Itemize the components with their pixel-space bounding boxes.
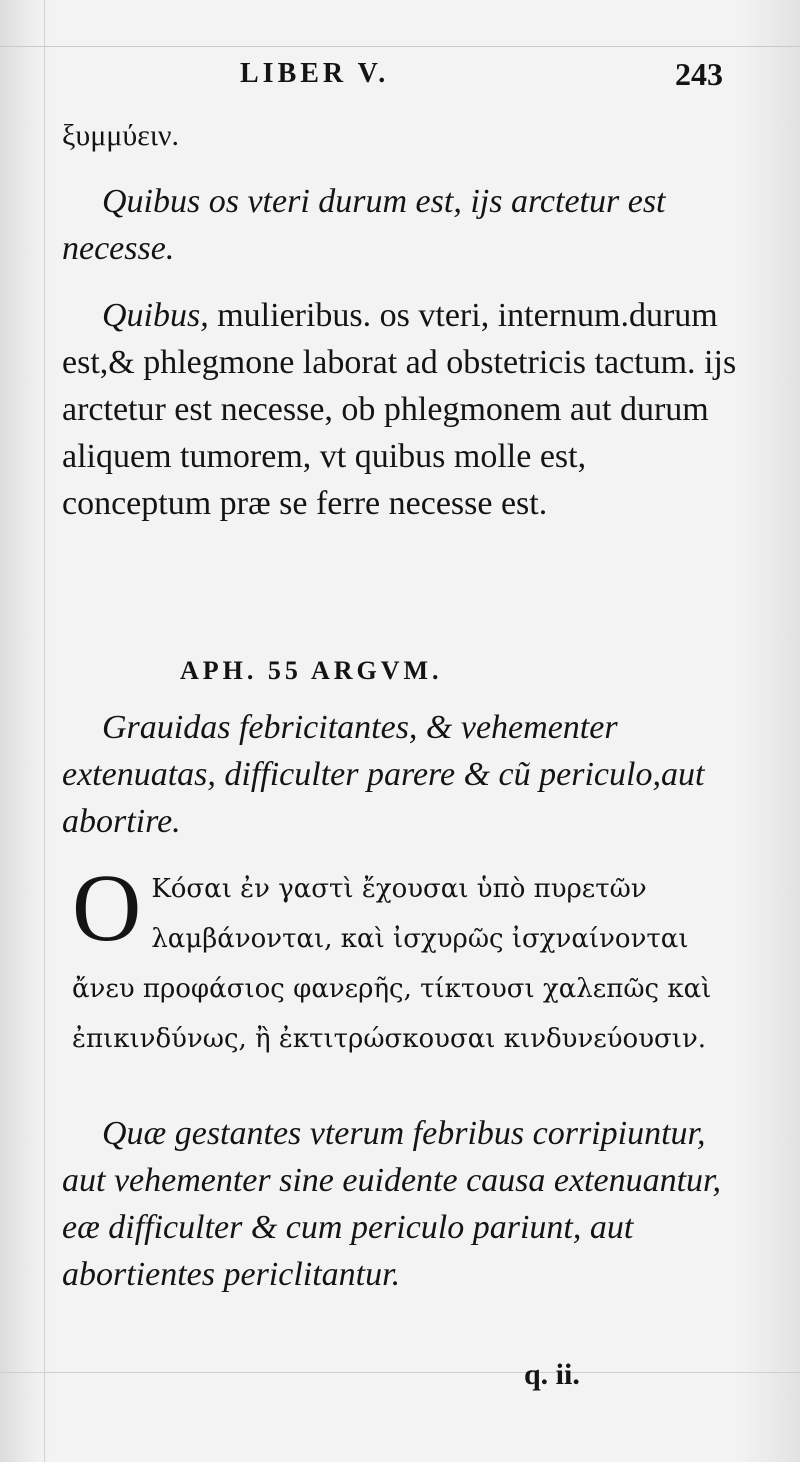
bottom-page-rule	[0, 1372, 800, 1373]
commentary-text: mulieribus. os vteri, internum.durum est,& phlegmone laborat ad obstetricis tactum. ijs arctetur est necesse, ob phlegmonem aut durum aliquem tumorem, vt quibus molle est, conceptum præ se ferre necesse est.	[62, 297, 737, 522]
aphorism-heading: APH. 55 ARGVM.	[180, 656, 443, 685]
drop-cap-initial: O	[72, 854, 142, 961]
greek-continuation: ξυμμύειν.	[62, 119, 179, 152]
aphorism-translation-italic: Quibus os vteri durum est, ijs arctetur est necesse.	[62, 183, 666, 267]
latin-translation-italic: Quæ gestantes vterum febribus corripiuntur, aut vehementer sine euidente causa extenuantur, eæ difficulter & cum periculo pariunt, aut abortientes periclitantur.	[62, 1115, 722, 1293]
argument-summary-italic: Grauidas febricitantes, & vehementer extenuatas, difficulter parere & cũ periculo,aut abortire.	[62, 709, 705, 840]
running-head: LIBER V.	[240, 58, 390, 89]
top-page-rule	[0, 46, 800, 47]
commentary-lemma: Quibus,	[102, 297, 209, 334]
left-page-rule	[44, 0, 45, 1462]
page-number: 243	[675, 56, 723, 92]
commentary-paragraph	[62, 292, 742, 527]
signature-mark: q. ii.	[524, 1358, 580, 1391]
greek-aphorism-text: Κόσαι ἐν γαστὶ ἔχουσαι ὑπὸ πυρετῶν λαμβάνονται, καὶ ἰσχυρῶς ἰσχναίνονται ἄνευ προφάσιος φανερῆς, τίκτουσι χαλεπῶς καὶ ἐπικινδύνως, ἢ ἐκτιτρώσκουσαι κινδυνεύουσιν.	[72, 874, 712, 1054]
page-edge-shadow	[740, 0, 800, 1462]
greek-aphorism	[72, 854, 742, 1064]
